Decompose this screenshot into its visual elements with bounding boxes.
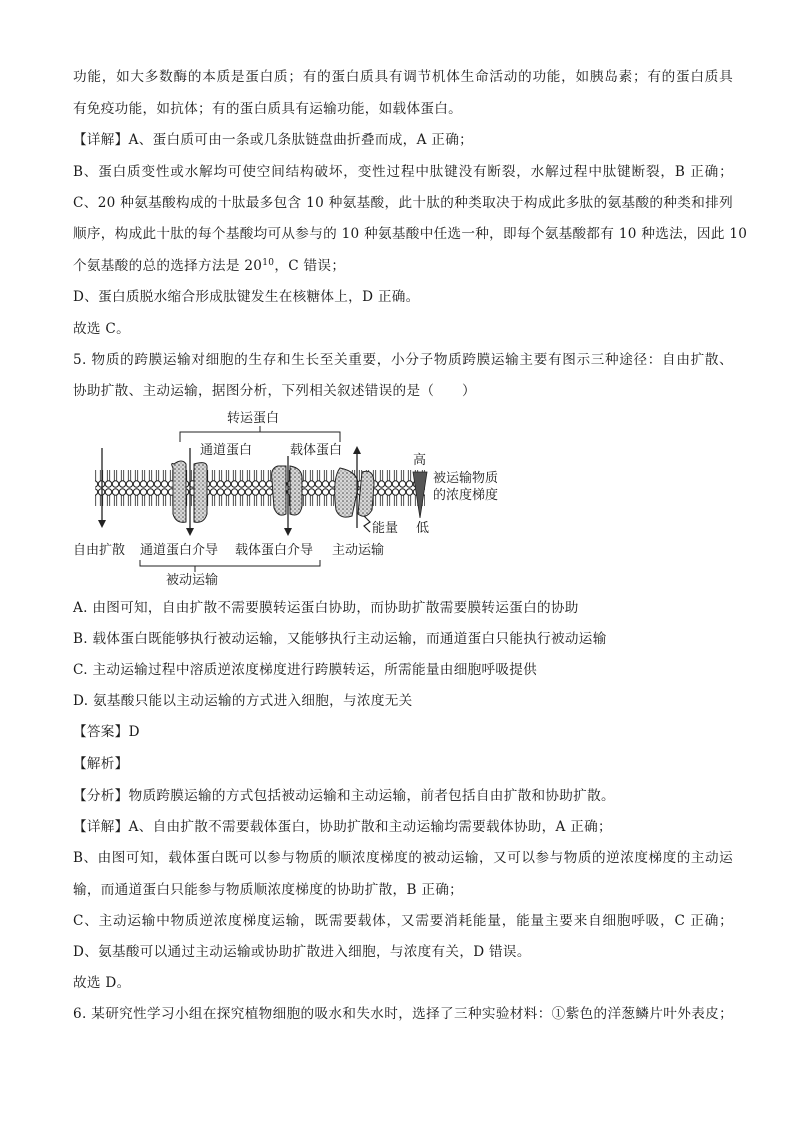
prev-detail-c-pre: 个氨基酸的总的选择方法是 20 xyxy=(73,258,263,274)
arrow-channel-head xyxy=(186,528,194,536)
label-channel-protein: 通道蛋白 xyxy=(200,443,253,458)
label-low: 低 xyxy=(416,521,430,536)
label-carrier-mediated: 载体蛋白介导 xyxy=(235,543,314,558)
arrow-free-diffusion-head xyxy=(98,520,106,528)
q5-option-b: B. 载体蛋白既能够执行被动运输，又能够执行主动运输，而通道蛋白只能执行被动运输 xyxy=(73,631,607,647)
q5-analysis: 【分析】物质跨膜运输的方式包括被动运输和主动运输，前者包括自由扩散和协助扩散。 xyxy=(73,788,615,804)
label-channel-mediated: 通道蛋白介导 xyxy=(140,543,219,558)
energy-squiggle xyxy=(364,516,370,532)
label-gradient-line-1: 被运输物质 xyxy=(433,471,499,486)
lipid-bilayer xyxy=(95,470,425,510)
q5-analysis-title: 【解析】 xyxy=(73,756,129,772)
transport-protein-bracket xyxy=(180,432,340,442)
prev-detail-c-line-1: C、20 种氨基酸构成的十肽最多包含 10 种氨基酸，此十肽的种类取决于构成此多肽的氨基酸的种类和排列 xyxy=(73,195,733,211)
label-passive-transport: 被动运输 xyxy=(166,573,219,588)
q5-option-c: C. 主动运输过程中溶质逆浓度梯度进行跨膜转运，所需能量由细胞呼吸提供 xyxy=(73,662,538,678)
q5-choose: 故选 D。 xyxy=(73,975,131,991)
label-carrier-protein: 载体蛋白 xyxy=(290,443,343,458)
arrow-active-transport-head xyxy=(353,446,361,454)
q5-detail-d: D、氨基酸可以通过主动运输或协助扩散进入细胞，与浓度有关，D 错误。 xyxy=(73,944,531,960)
prev-detail-b: B、蛋白质变性或水解均可使空间结构破坏，变性过程中肽键没有断裂，水解过程中肽键断裂，B 正确； xyxy=(73,164,733,180)
label-gradient-line-2: 的浓度梯度 xyxy=(433,488,499,503)
q5-option-a: A. 由图可知，自由扩散不需要膜转运蛋白协助，而协助扩散需要膜转运蛋白的协助 xyxy=(73,600,579,616)
q5-detail-b-line-2: 输，而通道蛋白只能参与物质顺浓度梯度的协助扩散，B 正确； xyxy=(73,882,464,898)
prev-detail-c-post: ，C 错误； xyxy=(274,258,346,274)
q5-answer: 【答案】D xyxy=(73,724,140,740)
label-energy: 能量 xyxy=(372,521,399,536)
channel-protein-left xyxy=(172,461,186,522)
prev-detail-d: D、蛋白质脱水缩合形成肽键发生在核糖体上，D 正确。 xyxy=(73,289,420,305)
prev-choose: 故选 C。 xyxy=(73,321,131,337)
prev-explanation-line-1: 功能，如大多数酶的本质是蛋白质；有的蛋白质具有调节机体生命活动的功能，如胰岛素；有的蛋白质具 xyxy=(73,69,733,85)
prev-detail-c-line-2: 顺序，构成此十肽的每个基酸均可从参与的 10 种氨基酸中任选一种，即每个氨基酸都有 10 种选法，因此 10 xyxy=(73,226,748,242)
q6-stem-line-1: 6. 某研究性学习小组在探究植物细胞的吸水和失水时，选择了三种实验材料：①紫色的洋葱鳞片叶外表皮； xyxy=(73,1006,733,1022)
prev-detail-c-line-3 xyxy=(73,257,733,275)
q5-stem-line-1: 5. 物质的跨膜运输对细胞的生存和生长至关重要，小分子物质跨膜运输主要有图示三种途径：自由扩散、 xyxy=(73,352,733,368)
membrane-transport-diagram xyxy=(70,408,510,588)
label-high: 高 xyxy=(413,453,427,468)
prev-detail-c-exponent: 10 xyxy=(262,258,275,268)
q5-detail-a: 【详解】A、自由扩散不需要载体蛋白，协助扩散和主动运输均需要载体协助，A 正确； xyxy=(73,819,612,835)
channel-protein-right xyxy=(194,463,207,523)
label-active-transport: 主动运输 xyxy=(332,543,385,558)
passive-transport-bracket xyxy=(140,560,320,566)
prev-explanation-line-2: 有免疫功能，如抗体；有的蛋白质具有运输功能，如载体蛋白。 xyxy=(73,101,463,117)
carrier-protein-passive-right xyxy=(290,466,302,515)
q5-detail-b-line-1: B、由图可知，载体蛋白既可以参与物质的顺浓度梯度的被动运输，又可以参与物质的逆浓度梯度的主动运 xyxy=(73,850,733,866)
q5-detail-c: C、主动运输中物质逆浓度梯度运输，既需要载体，又需要消耗能量，能量主要来自细胞呼吸，C 正确； xyxy=(73,913,733,929)
q5-stem-line-2: 协助扩散、主动运输，据图分析，下列相关叙述错误的是（ ） xyxy=(73,383,476,399)
q5-option-d: D. 氨基酸只能以主动运输的方式进入细胞，与浓度无关 xyxy=(73,693,413,709)
prev-detail-a: 【详解】A、蛋白质可由一条或几条肽链盘曲折叠而成，A 正确； xyxy=(73,132,473,148)
label-transport-protein: 转运蛋白 xyxy=(227,411,280,426)
label-free-diffusion: 自由扩散 xyxy=(73,543,126,558)
arrow-carrier-head xyxy=(284,528,292,536)
carrier-protein-passive-left xyxy=(272,466,286,515)
